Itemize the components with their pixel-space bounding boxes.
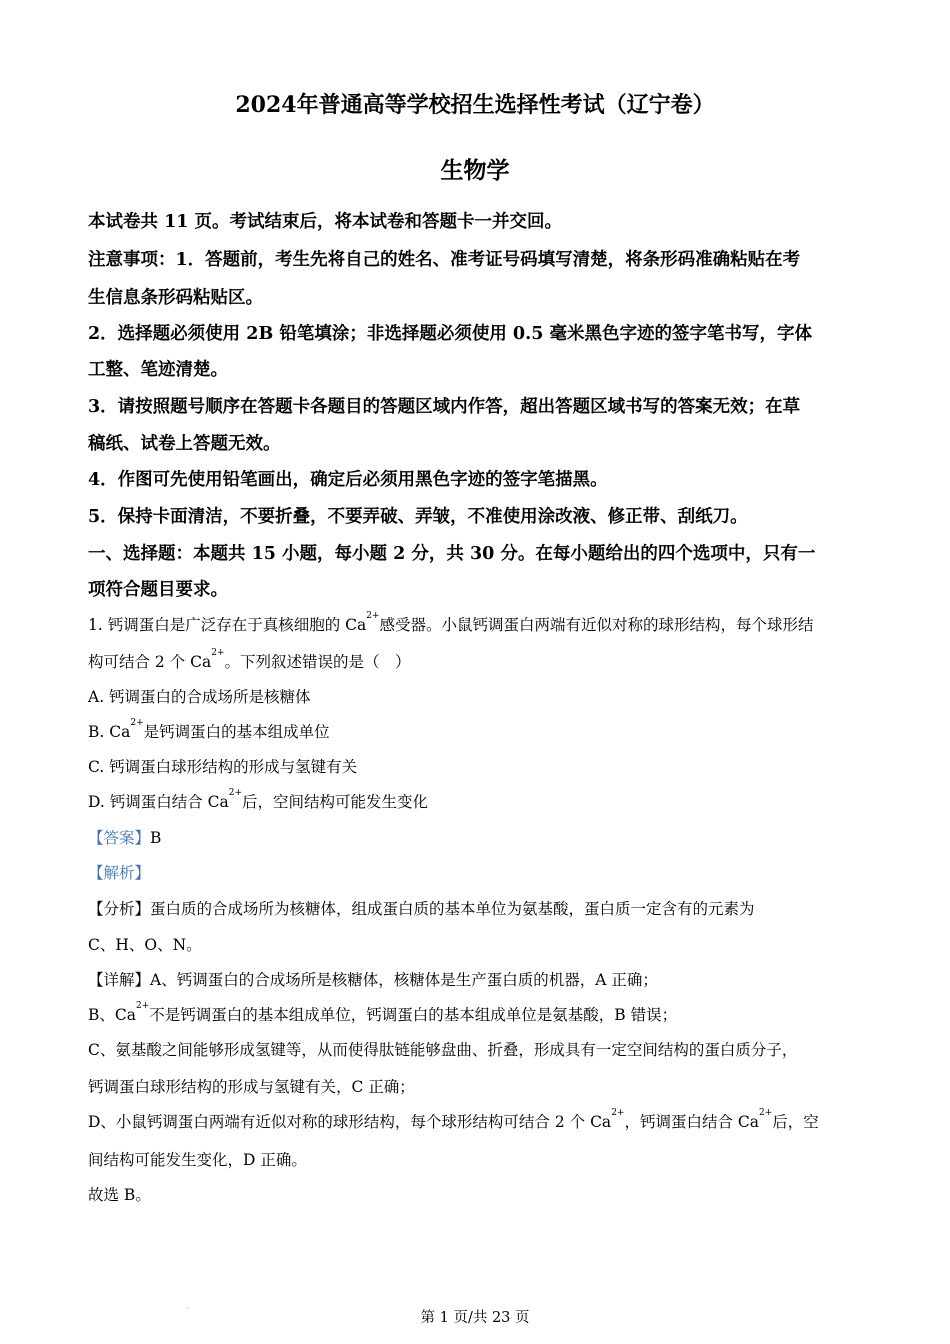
subject-title: 生物学 bbox=[440, 157, 510, 184]
question-stem: 1. 钙调蛋白是广泛存在于真核细胞的 $Ca^{2+}$感受器。小鼠钙调蛋白两端有近似对称的球形结构，每个球形结 bbox=[88, 611, 814, 634]
analysis-text: 【分析】蛋白质的合成场所为核糖体，组成蛋白质的基本单位为氨基酸，蛋白质一定含有的元素为 bbox=[88, 900, 755, 918]
conclusion-text: 故选 B。 bbox=[88, 1186, 151, 1204]
instruction-line: 工整、笔迹清楚。 bbox=[88, 360, 228, 380]
option-a: A. 钙调蛋白的合成场所是核糖体 bbox=[88, 688, 311, 706]
detail-text: B、$Ca^{2+}$不是钙调蛋白的基本组成单位，钙调蛋白的基本组成单位是氨基酸，B 错误； bbox=[88, 1001, 678, 1024]
instruction-line: 5．保持卡面清洁，不要折叠，不要弄破、弄皱，不准使用涂改液、修正带、刮纸刀。 bbox=[88, 507, 748, 527]
answer-label: 【答案】 bbox=[88, 829, 151, 847]
section-heading: 项符合题目要求。 bbox=[88, 580, 228, 600]
exam-title: 2024年普通高等学校招生选择性考试（辽宁卷） bbox=[235, 92, 715, 118]
answer-value: B bbox=[150, 829, 162, 847]
instruction-line: 稿纸、试卷上答题无效。 bbox=[88, 434, 281, 454]
detail-text: C、氨基酸之间能够形成氢键等，从而使得肽链能够盘曲、折叠，形成具有一定空间结构的蛋白质分子， bbox=[88, 1041, 798, 1059]
detail-text: 【详解】A、钙调蛋白的合成场所是核糖体，核糖体是生产蛋白质的机器，A 正确； bbox=[88, 971, 658, 989]
instruction-line: 4．作图可先使用铅笔画出，确定后必须用黑色字迹的签字笔描黑。 bbox=[88, 470, 608, 490]
question-stem: 构可结合 2 个 $Ca^{2+}$。下列叙述错误的是（ ） bbox=[88, 648, 411, 671]
detail-text: 间结构可能发生变化，D 正确。 bbox=[88, 1151, 307, 1169]
option-b: B. $Ca^{2+}$是钙调蛋白的基本组成单位 bbox=[88, 718, 330, 741]
instruction-line: 生信息条形码粘贴区。 bbox=[88, 288, 263, 308]
instruction-line: 2．选择题必须使用 2B 铅笔填涂；非选择题必须使用 0.5 毫米黑色字迹的签字笔书写，字体 bbox=[88, 324, 812, 344]
detail-text: D、小鼠钙调蛋白两端有近似对称的球形结构，每个球形结构可结合 2 个 $Ca^{2+}$，钙调蛋白结合 $Ca^{2+}$后，空 bbox=[88, 1108, 819, 1131]
page-mark: . bbox=[186, 1302, 189, 1311]
page-number: 第 1 页/共 23 页 bbox=[420, 1310, 530, 1326]
option-d: D. 钙调蛋白结合 $Ca^{2+}$后，空间结构可能发生变化 bbox=[88, 788, 429, 811]
instruction-line: 注意事项：1．答题前，考生先将自己的姓名、准考证号码填写清楚，将条形码准确粘贴在考 bbox=[88, 250, 801, 270]
instruction-line: 本试卷共 11 页。考试结束后，将本试卷和答题卡一并交回。 bbox=[88, 212, 563, 232]
answer-line bbox=[88, 826, 868, 848]
option-c: C. 钙调蛋白球形结构的形成与氢键有关 bbox=[88, 758, 358, 776]
analysis-text: C、H、O、N。 bbox=[88, 936, 202, 954]
section-heading: 一、选择题：本题共 15 小题，每小题 2 分，共 30 分。在每小题给出的四个选项中，只有一 bbox=[88, 544, 816, 564]
detail-text: 钙调蛋白球形结构的形成与氢键有关，C 正确； bbox=[88, 1078, 415, 1096]
instruction-line: 3．请按照题号顺序在答题卡各题目的答题区域内作答，超出答题区域书写的答案无效；在草 bbox=[88, 397, 801, 417]
analysis-label: 【解析】 bbox=[88, 864, 151, 882]
